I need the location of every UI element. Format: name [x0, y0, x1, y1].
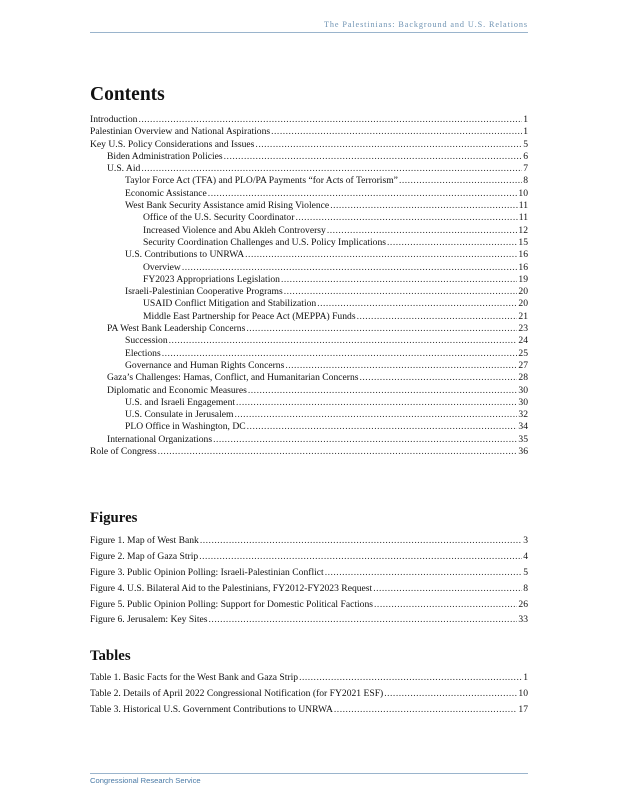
dot-leader [327, 225, 518, 237]
toc-entry-label: USAID Conflict Mitigation and Stabilization [143, 298, 317, 310]
dot-leader [387, 237, 517, 249]
dot-leader [334, 702, 518, 718]
dot-leader [357, 311, 518, 323]
dot-leader [255, 139, 522, 151]
contents-entry[interactable] [90, 274, 528, 286]
dot-leader [224, 151, 523, 163]
toc-entry-label: Figure 6. Jerusalem: Key Sites [90, 614, 208, 626]
figures-entry[interactable] [90, 612, 528, 628]
toc-entry-page: 12 [518, 224, 528, 236]
toc-entry-page: 10 [518, 687, 528, 699]
contents-entry[interactable] [90, 249, 528, 261]
contents-entry[interactable] [90, 163, 528, 175]
toc-entry-label: PLO Office in Washington, DC [125, 421, 246, 433]
dot-leader [284, 286, 518, 298]
contents-entry[interactable] [90, 262, 528, 274]
dot-leader [182, 262, 518, 274]
figures-entry[interactable] [90, 533, 528, 549]
dot-leader [246, 323, 517, 335]
toc-entry-label: Figure 5. Public Opinion Polling: Support for Domestic Political Factions [90, 598, 374, 610]
toc-entry-page: 5 [523, 566, 528, 578]
dot-leader [374, 597, 517, 613]
contents-entry[interactable] [90, 348, 528, 360]
contents-entry[interactable] [90, 385, 528, 397]
toc-entry-page: 23 [518, 323, 528, 335]
figures-entry[interactable] [90, 597, 528, 613]
contents-list [90, 114, 528, 458]
dot-leader [295, 212, 517, 224]
contents-entry[interactable] [90, 126, 528, 138]
toc-entry-label: Biden Administration Policies [107, 150, 223, 162]
dot-leader [399, 175, 522, 187]
toc-entry-label: FY2023 Appropriations Legislation [143, 273, 280, 285]
toc-entry-label: PA West Bank Leadership Concerns [107, 323, 246, 335]
dot-leader [248, 385, 518, 397]
header-divider [90, 32, 528, 33]
contents-entry[interactable] [90, 323, 528, 335]
toc-entry-label: U.S. Aid [107, 163, 141, 175]
dot-leader [141, 163, 522, 175]
toc-entry-label: Economic Assistance [125, 187, 207, 199]
dot-leader [234, 409, 517, 421]
dot-leader [199, 549, 522, 565]
toc-entry-page: 16 [518, 261, 528, 273]
toc-entry-label: Figure 3. Public Opinion Polling: Israeli-Palestinian Conflict [90, 566, 324, 578]
toc-entry-page: 28 [518, 372, 528, 384]
dot-leader [236, 397, 517, 409]
dot-leader [285, 360, 517, 372]
toc-entry-label: Increased Violence and Abu Akleh Controversy [143, 224, 326, 236]
toc-entry-label: Diplomatic and Economic Measures [107, 384, 247, 396]
toc-entry-label: Palestinian Overview and National Aspirations [90, 126, 271, 138]
figures-list [90, 533, 528, 628]
dot-leader [158, 446, 518, 458]
contents-heading: Contents [90, 84, 165, 105]
contents-entry[interactable] [90, 114, 528, 126]
toc-entry-label: Gaza’s Challenges: Hamas, Conflict, and Humanitarian Concerns [107, 372, 359, 384]
dot-leader [330, 200, 518, 212]
toc-entry-page: 8 [523, 582, 528, 594]
contents-entry[interactable] [90, 188, 528, 200]
contents-entry[interactable] [90, 335, 528, 347]
toc-entry-label: Table 3. Historical U.S. Government Contributions to UNRWA [90, 703, 333, 715]
toc-entry-page: 7 [523, 163, 528, 175]
dot-leader [209, 612, 518, 628]
tables-heading: Tables [90, 648, 131, 664]
toc-entry-page: 30 [518, 384, 528, 396]
toc-entry-page: 20 [518, 286, 528, 298]
toc-entry-page: 17 [518, 703, 528, 715]
toc-entry-page: 36 [518, 446, 528, 458]
toc-entry-page: 1 [523, 114, 528, 125]
contents-entry[interactable] [90, 372, 528, 384]
tables-list [90, 670, 528, 718]
toc-entry-page: 11 [518, 200, 528, 212]
contents-entry[interactable] [90, 151, 528, 163]
dot-leader [384, 686, 517, 702]
toc-entry-page: 10 [518, 187, 528, 199]
toc-entry-label: U.S. Contributions to UNRWA [125, 249, 245, 261]
tables-entry[interactable] [90, 702, 528, 718]
toc-entry-label: Table 1. Basic Facts for the West Bank and Gaza Strip [90, 672, 299, 683]
toc-entry-label: Figure 2. Map of Gaza Strip [90, 550, 199, 562]
dot-leader [299, 670, 522, 686]
contents-entry[interactable] [90, 446, 528, 458]
contents-entry[interactable] [90, 397, 528, 409]
toc-entry-label: U.S. Consulate in Jerusalem [125, 409, 234, 421]
contents-entry[interactable] [90, 298, 528, 310]
toc-entry-page: 24 [518, 335, 528, 347]
toc-entry-page: 33 [518, 614, 528, 626]
figures-entry[interactable] [90, 581, 528, 597]
contents-entry[interactable] [90, 421, 528, 433]
dot-leader [213, 434, 517, 446]
dot-leader [325, 565, 523, 581]
toc-entry-page: 27 [518, 359, 528, 371]
toc-entry-label: Table 2. Details of April 2022 Congressional Notification (for FY2021 ESF) [90, 687, 384, 699]
contents-entry[interactable] [90, 200, 528, 212]
toc-entry-page: 3 [523, 535, 528, 546]
dot-leader [317, 298, 517, 310]
tables-entry[interactable] [90, 686, 528, 702]
toc-entry-page: 6 [523, 150, 528, 162]
toc-entry-page: 11 [518, 212, 528, 224]
contents-entry[interactable] [90, 212, 528, 224]
dot-leader [200, 533, 522, 549]
toc-entry-label: Figure 4. U.S. Bilateral Aid to the Palestinians, FY2012-FY2023 Request [90, 582, 373, 594]
footer-divider [90, 773, 528, 774]
contents-entry[interactable] [90, 311, 528, 323]
toc-entry-label: Introduction [90, 114, 138, 125]
dot-leader [271, 126, 522, 138]
toc-entry-page: 15 [518, 236, 528, 248]
toc-entry-label: Succession [125, 335, 168, 347]
toc-entry-label: Israeli-Palestinian Cooperative Programs [125, 286, 283, 298]
toc-entry-page: 34 [518, 421, 528, 433]
dot-leader [169, 335, 518, 347]
figures-heading: Figures [90, 510, 138, 526]
tables-entry[interactable] [90, 670, 528, 686]
figures-entry[interactable] [90, 549, 528, 565]
dot-leader [247, 421, 518, 433]
toc-entry-label: Figure 1. Map of West Bank [90, 535, 199, 546]
toc-entry-label: U.S. and Israeli Engagement [125, 396, 236, 408]
toc-entry-page: 19 [518, 273, 528, 285]
figures-entry[interactable] [90, 565, 528, 581]
contents-entry[interactable] [90, 409, 528, 421]
contents-entry[interactable] [90, 175, 528, 187]
toc-entry-page: 1 [523, 672, 528, 683]
toc-entry-page: 16 [518, 249, 528, 261]
dot-leader [162, 348, 518, 360]
contents-entry[interactable] [90, 237, 528, 249]
toc-entry-label: Overview [143, 261, 181, 273]
dot-leader [360, 372, 518, 384]
toc-entry-page: 21 [518, 310, 528, 322]
toc-entry-page: 25 [518, 347, 528, 359]
toc-entry-page: 35 [518, 433, 528, 445]
toc-entry-page: 26 [518, 598, 528, 610]
toc-entry-page: 4 [523, 550, 528, 562]
toc-entry-page: 20 [518, 298, 528, 310]
toc-entry-page: 8 [523, 175, 528, 187]
footer-source: Congressional Research Service [90, 776, 201, 785]
dot-leader [208, 188, 518, 200]
toc-entry-label: Office of the U.S. Security Coordinator [143, 212, 295, 224]
contents-entry[interactable] [90, 434, 528, 446]
dot-leader [138, 114, 522, 126]
dot-leader [281, 274, 517, 286]
contents-entry[interactable] [90, 139, 528, 151]
toc-entry-page: 1 [523, 126, 528, 138]
toc-entry-label: Role of Congress [90, 446, 157, 458]
dot-leader [373, 581, 522, 597]
toc-entry-label: Taylor Force Act (TFA) and PLO/PA Payments “for Acts of Terrorism” [125, 175, 398, 187]
contents-entry[interactable] [90, 286, 528, 298]
contents-entry[interactable] [90, 360, 528, 372]
toc-entry-label: West Bank Security Assistance amid Rising Violence [125, 200, 330, 212]
toc-entry-label: International Organizations [107, 433, 213, 445]
toc-entry-label: Elections [125, 347, 161, 359]
dot-leader [245, 249, 517, 261]
toc-entry-label: Governance and Human Rights Concerns [125, 359, 285, 371]
toc-entry-page: 5 [523, 138, 528, 150]
toc-entry-label: Middle East Partnership for Peace Act (MEPPA) Funds [143, 310, 356, 322]
toc-entry-label: Security Coordination Challenges and U.S. Policy Implications [143, 236, 387, 248]
toc-entry-page: 32 [518, 409, 528, 421]
toc-entry-page: 30 [518, 396, 528, 408]
running-header: The Palestinians: Background and U.S. Relations [324, 20, 528, 29]
contents-entry[interactable] [90, 225, 528, 237]
toc-entry-label: Key U.S. Policy Considerations and Issues [90, 138, 255, 150]
